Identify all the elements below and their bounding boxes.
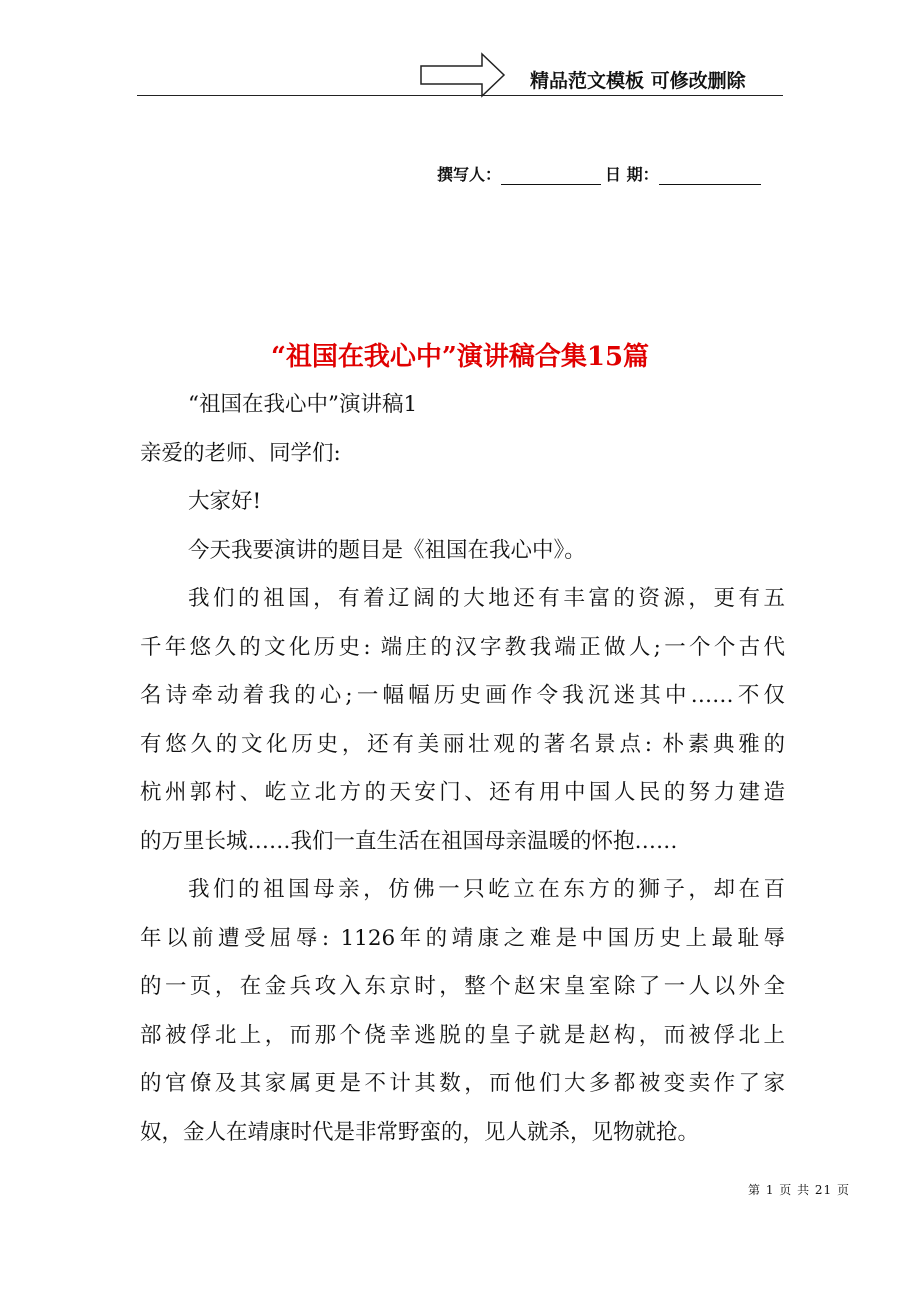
greeting: 大家好!: [188, 489, 262, 514]
paragraph-line: 奴，金人在靖康时代是非常野蛮的，见人就杀，见物就抢。: [140, 1119, 700, 1145]
paragraph-2: [140, 866, 785, 1157]
speech-subtitle: “祖国在我心中”演讲稿1: [188, 392, 418, 417]
salutation: 亲爱的老师、同学们:: [140, 440, 341, 466]
date-label: 日 期：: [605, 165, 659, 184]
paragraph-line: 部被俘北上，而那个侥幸逃脱的皇子就是赵构，而被俘北上: [140, 1022, 785, 1048]
date-blank-field: [659, 166, 761, 185]
paragraph-line: 年以前遭受屈辱: 1126年的靖康之难是中国历史上最耻辱: [140, 925, 785, 951]
header-divider: [137, 95, 783, 96]
paragraph-line: 杭州郭村、屹立北方的天安门、还有用中国人民的努力建造: [140, 780, 785, 805]
paragraph-line: 有悠久的文化历史，还有美丽壮观的著名景点: 朴素典雅的: [140, 731, 785, 757]
page-number: 第 1 页 共 21 页: [748, 1183, 850, 1197]
paragraph-line: 的万里长城……我们一直生活在祖国母亲温暖的怀抱……: [140, 828, 678, 854]
paragraph-line: 名诗牵动着我的心;一幅幅历史画作令我沉迷其中……不仅: [140, 683, 785, 708]
right-arrow-outline-icon: [420, 52, 506, 98]
paragraph-line: 的一页，在金兵攻入东京时，整个赵宋皇室除了一人以外全: [140, 974, 785, 999]
paragraph-line: 我们的祖国母亲，仿佛一只屹立在东方的狮子，却在百: [188, 877, 785, 902]
author-date-line: [437, 162, 761, 185]
intro-sentence: 今天我要演讲的题目是《祖国在我心中》。: [188, 537, 586, 563]
paragraph-line: 的官僚及其家属更是不计其数，而他们大多都被变卖作了家: [140, 1071, 785, 1096]
document-title: “祖国在我心中”演讲稿合集15篇: [270, 342, 650, 372]
header-label: 精品范文模板 可修改删除: [530, 70, 746, 92]
paragraph-1: [140, 575, 785, 866]
author-blank-field: [501, 166, 601, 185]
paragraph-line: 我们的祖国，有着辽阔的大地还有丰富的资源，更有五: [188, 586, 785, 611]
author-label: 撰写人：: [437, 165, 502, 184]
document-body: [140, 381, 785, 1157]
paragraph-line: 千年悠久的文化历史: 端庄的汉字教我端正做人;一个个古代: [140, 634, 785, 660]
